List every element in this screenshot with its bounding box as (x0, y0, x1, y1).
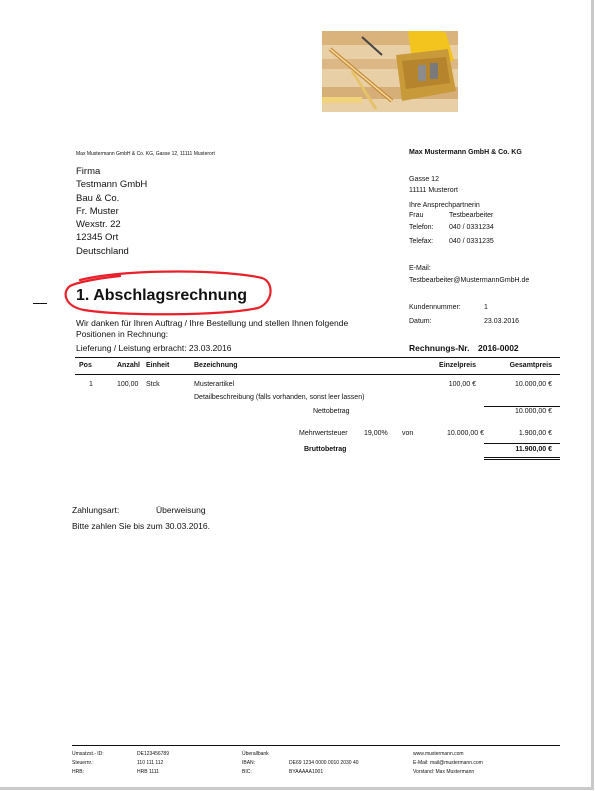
col-header-total: Gesamtpreis (509, 362, 552, 369)
recipient-line: Bau & Co. (76, 192, 120, 204)
contact-salutation: Frau (409, 212, 424, 219)
vat-from: von (402, 430, 414, 437)
sender-line: Max Mustermann GmbH & Co. KG, Gasse 12, 11111 Musterort (76, 151, 215, 157)
footer-tax-id-label: Umsatzst.- ID: (72, 751, 104, 757)
footer-col1-labels (72, 750, 104, 777)
invoice-number-label: Rechnungs-Nr. (409, 343, 470, 353)
tools-logo-image (322, 31, 458, 112)
footer-hrb-value: HRB 1111 (137, 769, 159, 775)
gross-double-rule-1 (484, 457, 560, 458)
recipient-line: Deutschland (76, 245, 129, 257)
vat-label: Mehrwertsteuer (299, 430, 348, 437)
footer-col2-values (289, 759, 359, 777)
vat-rate: 19,00% (364, 430, 388, 437)
vat-value: 1.900,00 € (518, 430, 552, 437)
footer-col2-labels (242, 750, 269, 777)
company-address (409, 175, 458, 196)
contact-label: Ihre Ansprechpartnerin (409, 202, 480, 209)
customer-number-value: 1 (484, 304, 488, 311)
footer-col1-values (137, 750, 169, 777)
company-city: 11111 Musterort (409, 186, 458, 194)
col-header-qty: Anzahl (117, 362, 140, 369)
row-total: 10.000,00 € (515, 381, 552, 388)
phone-value: 040 / 0331234 (449, 224, 494, 231)
table-header-rule (75, 374, 560, 375)
date-value: 23.03.2016 (484, 318, 520, 325)
col-header-unit-price: Einzelpreis (439, 362, 476, 369)
footer-iban-label: IBAN: (242, 760, 256, 766)
footer-bank-name: Überallbank (242, 751, 269, 757)
recipient-line: Firma (76, 166, 101, 177)
net-label: Nettobetrag (313, 408, 350, 415)
footer-hrb-label: HRB: (72, 769, 84, 775)
footer-board: Vorstand: Max Mustermann (413, 769, 475, 775)
row-unit: Stck (146, 381, 160, 388)
email-value: Testbearbeiter@MustermannGmbH.de (409, 277, 530, 284)
fold-mark (33, 303, 47, 304)
gross-rule (484, 443, 560, 444)
row-pos: 1 (89, 381, 93, 388)
phone-label: Telefon: (409, 224, 434, 231)
row-unit-price: 100,00 € (448, 381, 476, 388)
payment-label: Zahlungsart: (72, 505, 120, 515)
footer-tax-no-value: 110 111 112 (137, 760, 164, 766)
recipient-line: Testmann GmbH (76, 179, 148, 191)
gross-double-rule-2 (484, 459, 560, 460)
gross-label: Bruttobetrag (304, 446, 347, 453)
gross-value: 11.900,00 € (515, 446, 552, 453)
net-rule (484, 406, 560, 407)
recipient-line: Fr. Muster (76, 205, 119, 217)
footer-iban-value: DE69 1234 0000 0010 2030 40 (289, 760, 359, 766)
fax-value: 040 / 0331235 (449, 238, 494, 245)
footer-tax-no-label: Steuernr.: (72, 760, 94, 766)
col-header-unit: Einheit (146, 362, 170, 369)
footer-tax-id-value: DE123456789 (137, 751, 169, 757)
footer-bic-label: BIC: (242, 769, 252, 775)
invoice-number-value: 2016-0002 (478, 343, 519, 353)
red-annotation-circle (60, 270, 276, 318)
payment-note: Bitte zahlen Sie bis zum 30.03.2016. (72, 521, 210, 531)
footer-rule (72, 745, 560, 746)
contact-name: Testbearbeiter (449, 212, 494, 219)
customer-number-label: Kundennummer: (409, 304, 461, 311)
row-detail: Detailbeschreibung (falls vorhanden, sonst leer lassen) (194, 394, 365, 401)
footer-col3 (413, 750, 483, 777)
delivery-text: Lieferung / Leistung erbracht: 23.03.2016 (76, 343, 232, 353)
footer-website: www.mustermann.com (413, 751, 464, 757)
vat-base: 10.000,00 € (447, 430, 484, 437)
recipient-line: 12345 Ort (76, 232, 119, 244)
net-value: 10.000,00 € (515, 408, 552, 415)
row-qty: 100,00 (117, 381, 139, 388)
email-label: E-Mail: (409, 265, 431, 272)
intro-text: Wir danken für Ihren Auftrag / Ihre Bestellung und stellen Ihnen folgende Positionen in Rechnung: (76, 318, 349, 339)
row-desc: Musterartikel (194, 381, 235, 388)
col-header-desc: Bezeichnung (194, 362, 238, 369)
table-top-rule (75, 357, 560, 358)
footer-email: E-Mail: mail@mustermann.com (413, 760, 483, 766)
recipient-line: Wexstr. 22 (76, 219, 121, 231)
invoice-title: 1. Abschlagsrechnung (76, 287, 247, 304)
company-name: Max Mustermann GmbH & Co. KG (409, 149, 522, 156)
fax-label: Telefax: (409, 238, 434, 245)
company-street: Gasse 12 (409, 176, 439, 183)
recipient-address (76, 165, 147, 258)
footer-bic-value: BYAAAAA1001 (289, 769, 324, 775)
date-label: Datum: (409, 318, 432, 325)
payment-value: Überweisung (156, 505, 206, 515)
col-header-pos: Pos (79, 362, 92, 369)
